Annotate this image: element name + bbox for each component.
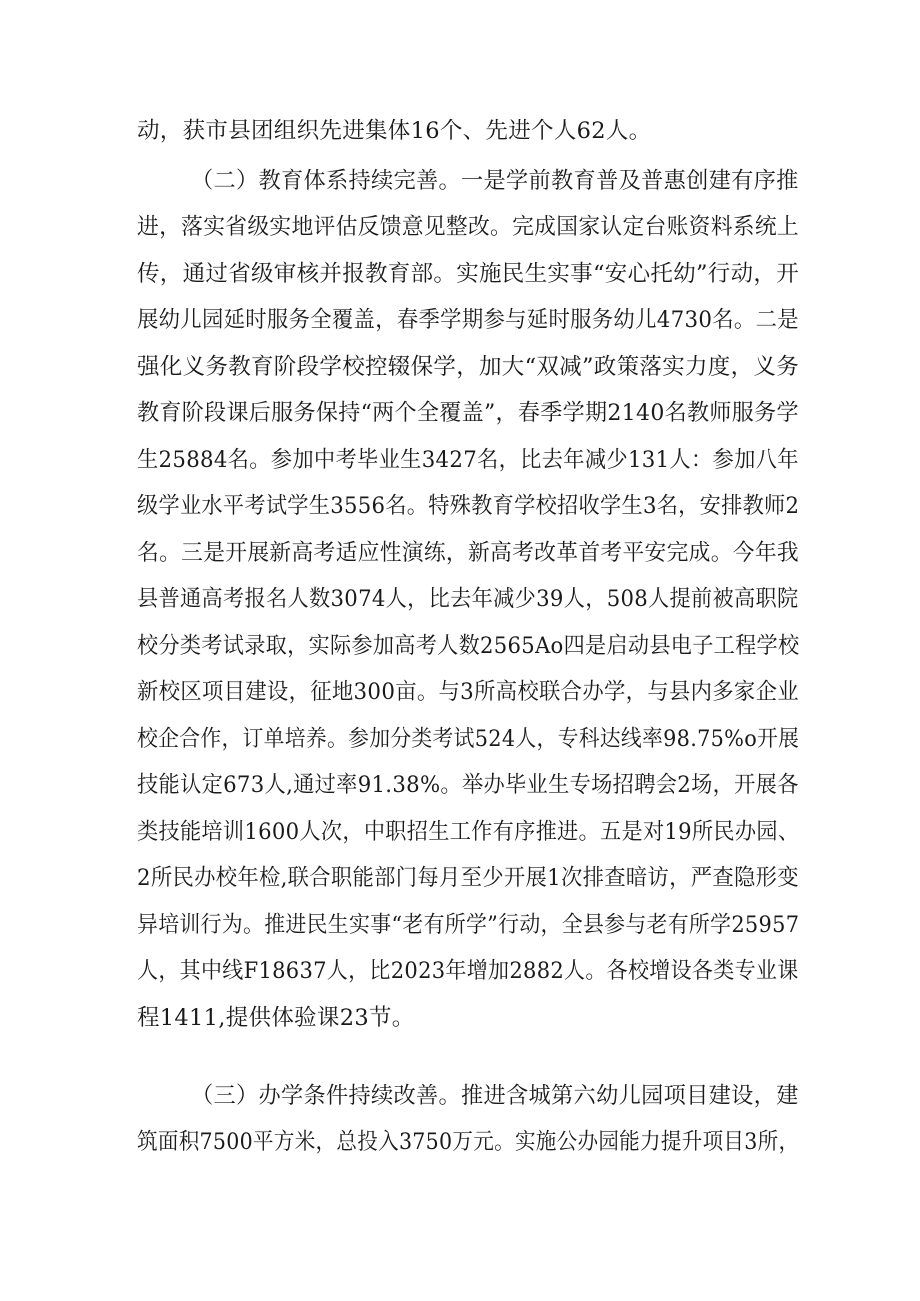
paragraph-line: 人，其中线F18637人，比2023年增加2882人。各校增设各类专业课 (137, 958, 799, 984)
paragraph-line: 级学业水平考试学生3556名。特殊教育学校招收学生3名，安排教师2 (137, 493, 800, 519)
paragraph-line: 强化义务教育阶段学校控辍保学，加大“双减”政策落实力度，义务 (137, 354, 800, 380)
paragraph-line: 筑面积7500平方米，总投入3750万元。实施公办园能力提升项目3所， (137, 1129, 800, 1155)
paragraph-line: （三）办学条件持续改善。推进含城第六幼儿园项目建设，建 (191, 1083, 799, 1109)
paragraph-line: 进，落实省级实地评估反馈意见整改。完成国家认定台账资料系统上 (137, 214, 799, 240)
paragraph-line: 2所民办校年检,联合职能部门每月至少开展1次排查暗访，严查隐形变 (137, 865, 799, 891)
paragraph-line: 校企合作，订单培养。参加分类考试524人，专科达线率98.75%o开展 (137, 726, 800, 752)
paragraph-line: 校分类考试录取，实际参加高考人数2565Ao四是启动县电子工程学校 (137, 633, 800, 659)
paragraph-line: 程1411,提供体验课23节。 (137, 1005, 415, 1031)
paragraph-line: 动，获市县团组织先进集体16个、先进个人62人。 (137, 118, 652, 144)
paragraph-line: 展幼儿园延时服务全覆盖，春季学期参与延时服务幼儿4730名。二是 (137, 307, 799, 333)
paragraph-line: 传，通过省级审核并报教育部。实施民生实事“安心托幼”行动，开 (137, 261, 800, 287)
paragraph-line: 技能认定673人,通过率91.38%。举办毕业生专场招聘会2场，开展各 (137, 772, 799, 798)
paragraph-line: 新校区项目建设，征地300亩。与3所高校联合办学，与县内多家企业 (137, 679, 799, 705)
paragraph-line: 生25884名。参加中考毕业生3427名，比去年减少131人：参加八年 (137, 447, 799, 473)
paragraph-line: 县普通高考报名人数3074人，比去年减少39人，508人提前被高职院 (137, 586, 799, 612)
paragraph-line: 异培训行为。推进民生实事“老有所学”行动，全县参与老有所学25957 (137, 912, 800, 938)
paragraph-line: （二）教育体系持续完善。一是学前教育普及普惠创建有序推 (191, 168, 799, 194)
paragraph-line: 类技能培训1600人次，中职招生工作有序推进。五是对19所民办园、 (137, 819, 800, 845)
paragraph-line: 名。三是开展新高考适应性演练，新高考改革首考平安完成。今年我 (137, 540, 799, 566)
paragraph-line: 教育阶段课后服务保持“两个全覆盖”，春季学期2140名教师服务学 (137, 400, 799, 426)
